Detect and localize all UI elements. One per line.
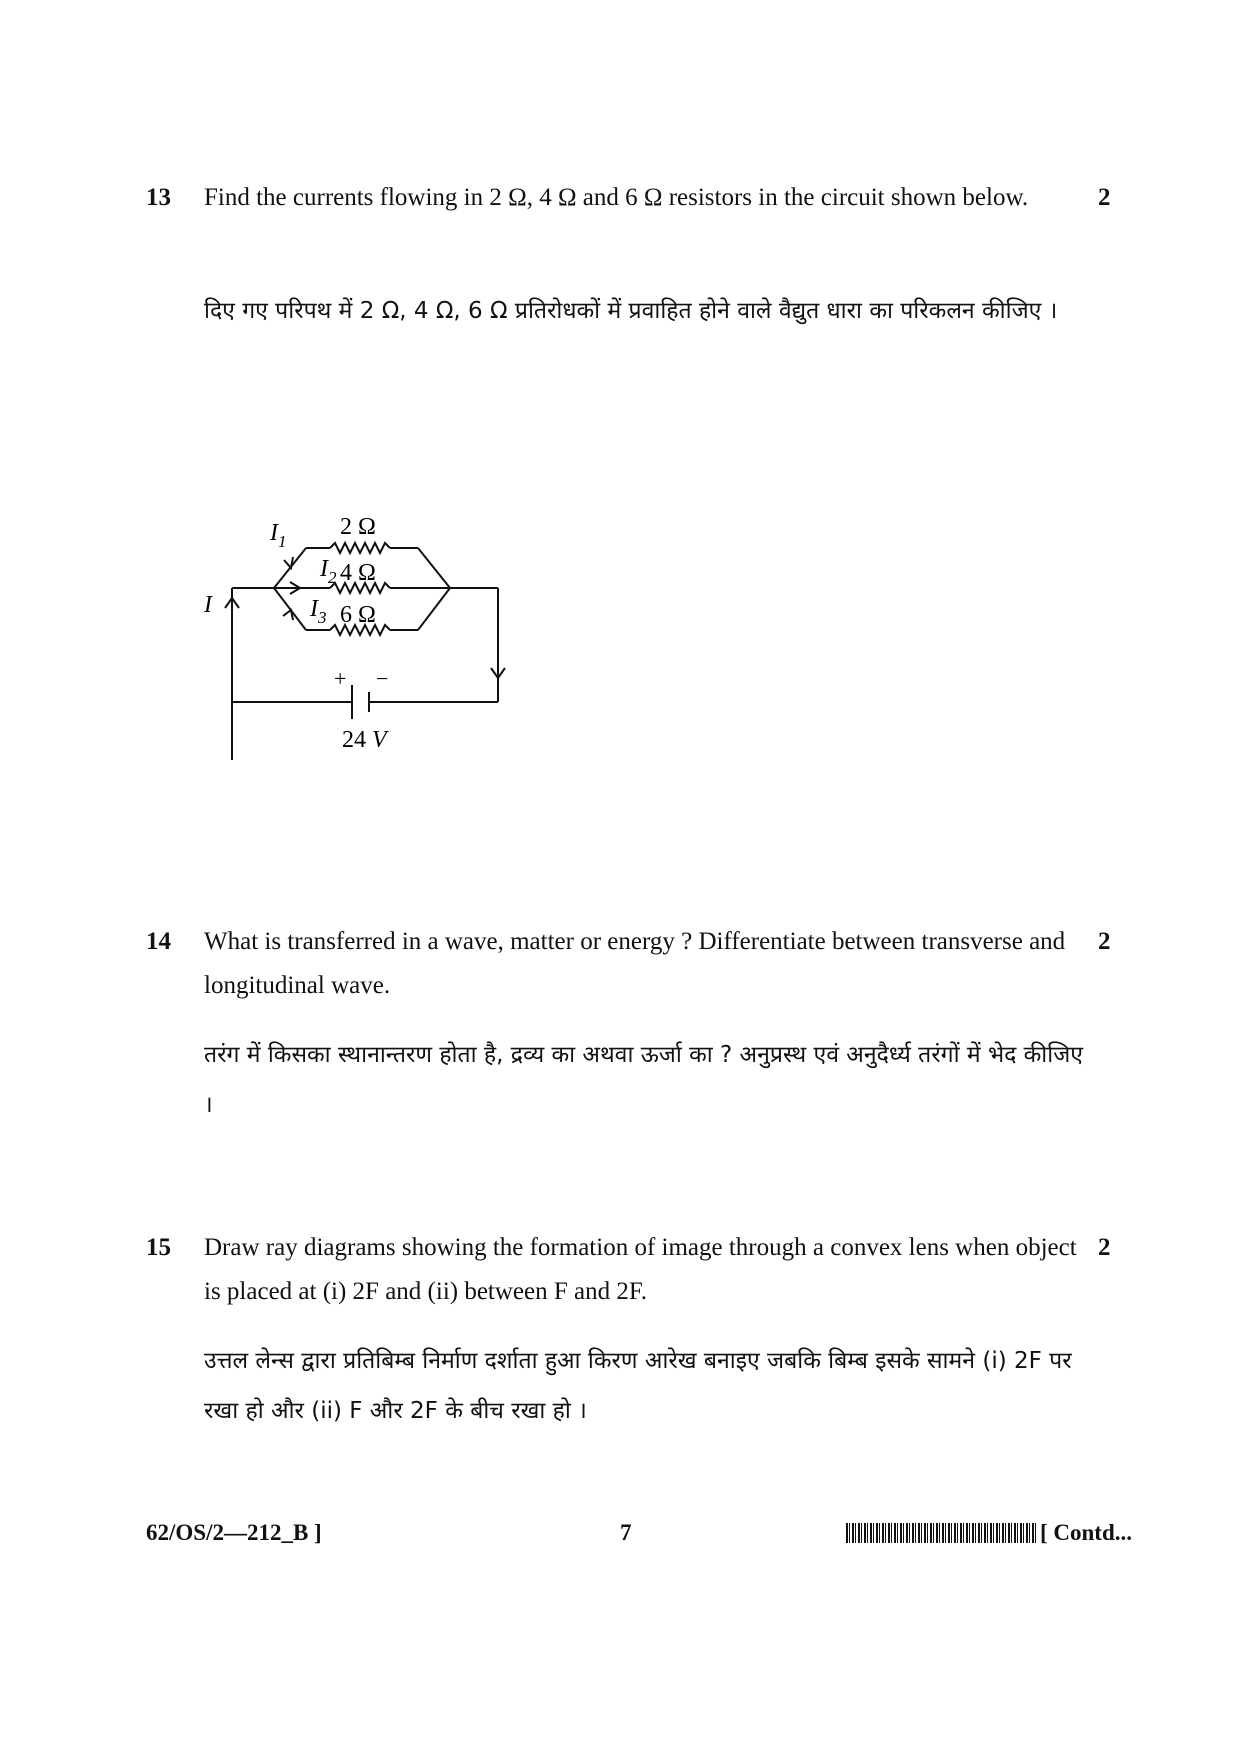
question-text-english: Find the currents flowing in 2 Ω, 4 Ω and 6 Ω resistors in the circuit shown below. <box>204 184 1029 211</box>
question-number: 14 <box>146 928 171 955</box>
resistor-label-2: 2 Ω <box>340 514 376 540</box>
arrow-i1 <box>284 557 293 568</box>
continued-label: [ Contd... <box>1040 1520 1133 1545</box>
battery-minus: − <box>376 666 389 691</box>
question-text-english: Draw ray diagrams showing the formation of image through a convex lens when object is placed at (i) 2F and (ii) between F and 2F. <box>204 1234 1077 1305</box>
question-marks: 2 <box>1098 928 1111 955</box>
arrow-i3 <box>283 610 293 620</box>
question-marks: 2 <box>1098 184 1111 211</box>
page-number: 7 <box>620 1520 632 1545</box>
paper-code: 62/OS/2—212_B ] <box>146 1520 322 1545</box>
battery-plus: + <box>334 666 347 691</box>
circuit-diagram <box>190 490 550 760</box>
question-marks: 2 <box>1098 1234 1111 1261</box>
question-number: 15 <box>146 1234 171 1261</box>
question-text-hindi: तरंग में किसका स्थानान्तरण होता है, द्रव्य का अथवा ऊर्जा का ? अनुप्रस्थ एवं अनुदैर्ध्य तरंगों में भेद कीजिए । <box>204 1042 1083 1118</box>
battery-voltage: 24 V <box>342 727 387 753</box>
barcode-icon <box>846 1523 1036 1543</box>
question-text-hindi: उत्तल लेन्स द्वारा प्रतिबिम्ब निर्माण दर्शाता हुआ किरण आरेख बनाइए जबकि बिम्ब इसके सामने (i) 2F पर रखा हो और (ii) F और 2F के बीच रखा हो । <box>204 1348 1072 1424</box>
current-label-i1: $I_1$ <box>270 520 287 551</box>
current-label-i3: $I_3$ <box>310 596 327 627</box>
question-text-hindi: दिए गए परिपथ में 2 Ω, 4 Ω, 6 Ω प्रतिरोधकों में प्रवाहित होने वाले वैद्युत धारा का परिकलन कीजिए । <box>204 298 1058 324</box>
resistor-label-4: 4 Ω <box>340 560 376 586</box>
resistor-label-6: 6 Ω <box>340 602 376 628</box>
question-text-english: What is transferred in a wave, matter or energy ? Differentiate between transverse and longitudinal wave. <box>204 928 1066 999</box>
current-label-i2: $I_2$ <box>320 556 337 587</box>
question-number: 13 <box>146 184 171 211</box>
current-label-i: I <box>204 592 212 618</box>
resistor-2-ohm <box>330 543 390 553</box>
